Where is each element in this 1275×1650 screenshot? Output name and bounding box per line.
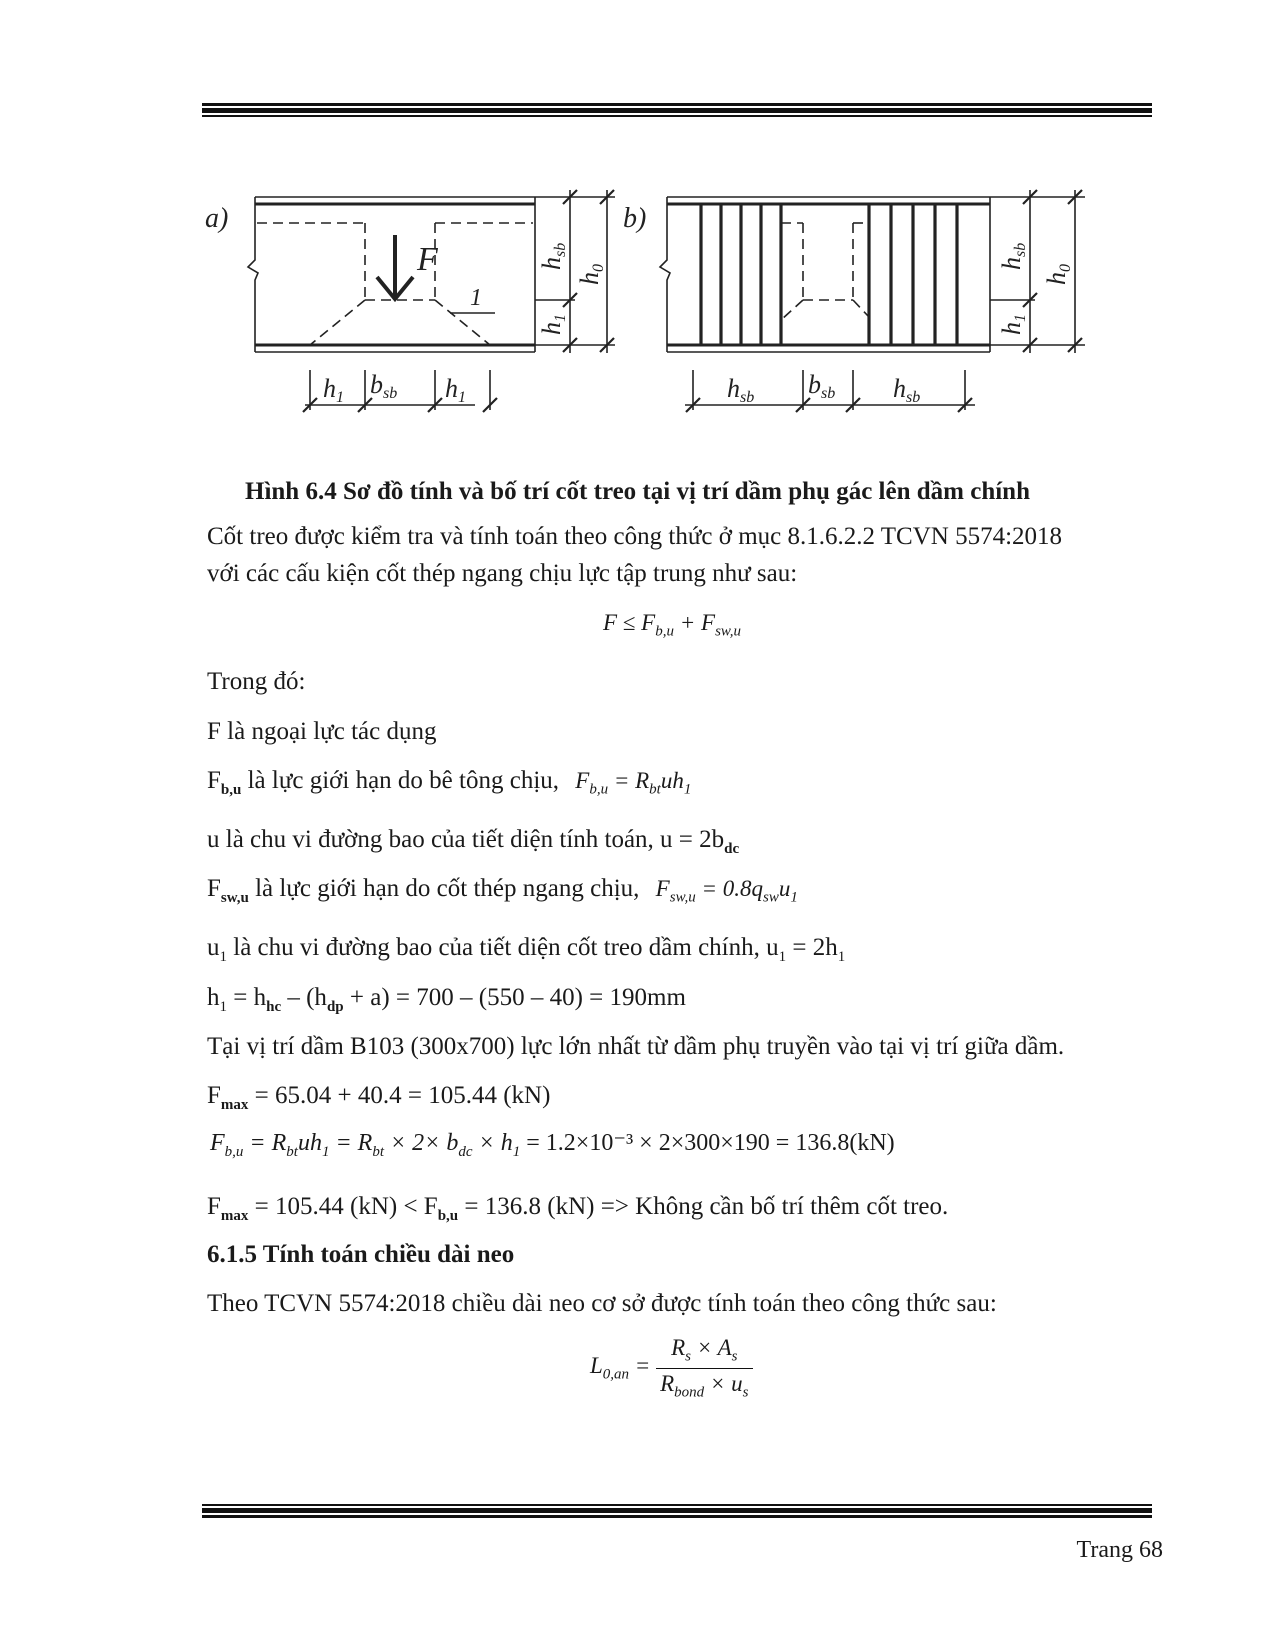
beam-diagram-figure xyxy=(205,185,1125,430)
calc-fmax: $F_{max} = 65.04 + 40.4 = 105.44$ (kN) xyxy=(207,1082,551,1113)
panel-b-label: b) xyxy=(623,203,647,234)
paragraph-anchor: Theo TCVN 5574:2018 chiều dài neo cơ sở được tính toán theo công thức sau: xyxy=(207,1290,997,1317)
equation-1: $F \le F_{b,u} + F_{sw,u}$ xyxy=(603,610,742,640)
header-rule xyxy=(202,103,1152,117)
svg-text:h0: h0 xyxy=(575,264,607,285)
svg-text:bsb: bsb xyxy=(808,370,836,402)
calc-h1: $h_1 = h_{hc} - (h_{dp} + a) = 700 - (550 - 40) = 190mm$ xyxy=(207,984,686,1015)
svg-text:h1: h1 xyxy=(997,314,1029,335)
paragraph-line: với các cấu kiện cốt thép ngang chịu lực tập trung như sau: xyxy=(207,560,798,587)
definition-u1: $u_1$ là chu vi đường bao của tiết diện cốt treo dầm chính, $u_1 = 2h_1$ xyxy=(207,934,846,965)
svg-text:bsb: bsb xyxy=(370,370,398,402)
footer-rule xyxy=(202,1504,1152,1518)
trong-do-label: Trong đó: xyxy=(207,668,306,695)
force-label: F xyxy=(417,241,438,278)
svg-text:hsb: hsb xyxy=(997,242,1029,270)
svg-text:h1: h1 xyxy=(323,374,344,406)
equation-anchor-length: $L_{0,an}$ = $\frac{R_s \times A_s}{R_{bond} \times u_s}$ xyxy=(590,1335,753,1401)
svg-text:h1: h1 xyxy=(537,314,569,335)
svg-text:h0: h0 xyxy=(1042,264,1074,285)
svg-text:hsb: hsb xyxy=(537,242,569,270)
svg-text:h1: h1 xyxy=(445,374,466,406)
comparison-line: $F_{max} = 105.44$ $(kN) < F_{b,u} = 136.8$ (kN) => Không cần bố trí thêm cốt treo. xyxy=(207,1193,949,1224)
definition-F: F là ngoại lực tác dụng xyxy=(207,718,437,745)
definition-Fswu: $F_{sw,u}$ là lực giới hạn do cốt thép ngang chịu, $F_{sw,u} = 0.8q_{sw}u_1$ xyxy=(207,875,798,906)
definition-u: u là chu vi đường bao của tiết diện tính toán, $u = 2b_{dc}$ xyxy=(207,826,740,857)
equation-fbu: $F_{b,u} = R_{bt}uh_1 = R_{bt} \times 2\times b_{dc} \times h_1 = 1.2\times 10^{-3} \times 2\times 300\times 190 = 136.8(kN)$ xyxy=(210,1130,895,1160)
definition-Fbu: $F_{b,u}$ là lực giới hạn do bê tông chịu, $F_{b,u} = R_{bt}uh_1$ xyxy=(207,767,692,798)
callout-label: 1 xyxy=(470,285,482,311)
paragraph-b103: Tại vị trí dầm B103 (300x700) lực lớn nhất từ dầm phụ truyền vào tại vị trí giữa dầm. xyxy=(207,1033,1065,1060)
svg-text:hsb: hsb xyxy=(727,374,755,406)
panel-a-label: a) xyxy=(205,203,229,234)
svg-text:hsb: hsb xyxy=(893,374,921,406)
paragraph-line: Cốt treo được kiểm tra và tính toán theo công thức ở mục 8.1.6.2.2 TCVN 5574:2018 xyxy=(207,523,1063,550)
figure-caption: Hình 6.4 Sơ đồ tính và bố trí cốt treo tại vị trí dầm phụ gác lên dầm chính xyxy=(245,478,1030,505)
section-heading: 6.1.5 Tính toán chiều dài neo xyxy=(207,1241,515,1268)
page-number: Trang 68 xyxy=(1076,1537,1163,1563)
